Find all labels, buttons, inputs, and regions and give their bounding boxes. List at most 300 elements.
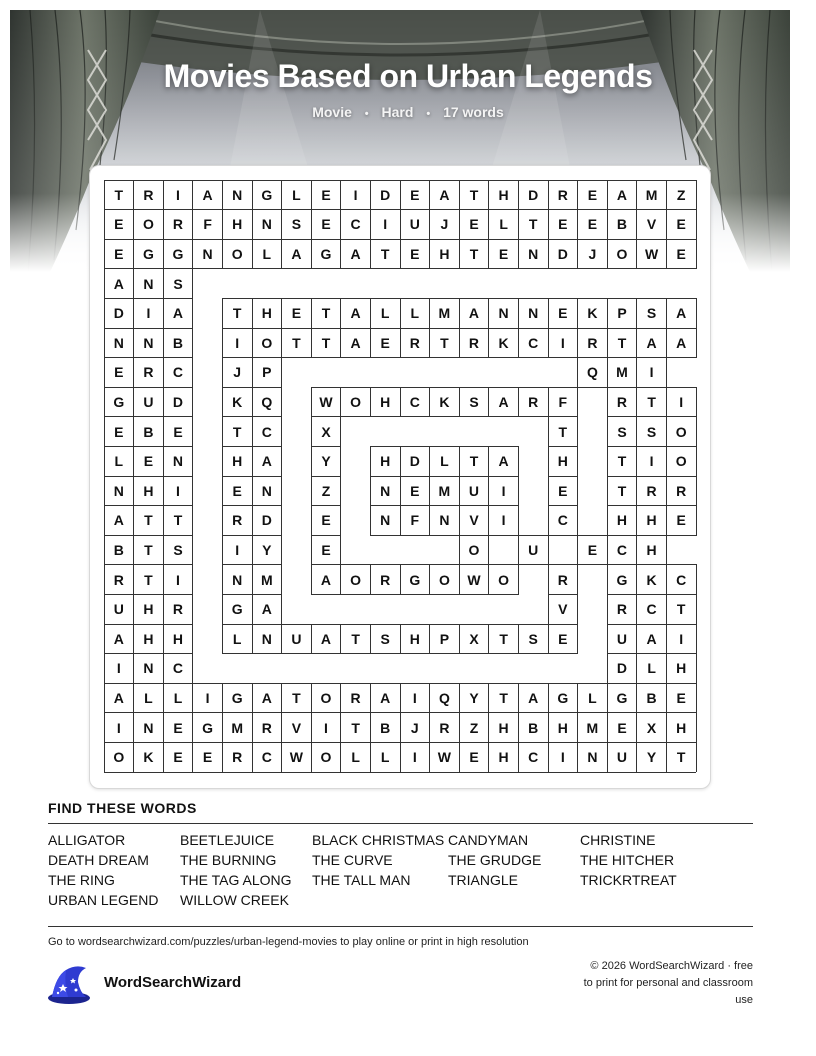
- grid-cell: T: [617, 482, 627, 499]
- grid-line: [577, 298, 578, 329]
- grid-line: [133, 742, 134, 773]
- grid-line: [340, 594, 371, 595]
- grid-line: [163, 712, 164, 743]
- grid-line: [607, 476, 608, 507]
- grid-line: [192, 535, 193, 566]
- grid-line: [518, 653, 549, 654]
- grid-line: [163, 416, 194, 417]
- grid-line: [429, 357, 460, 358]
- grid-line: [636, 742, 637, 773]
- grid-cell: J: [440, 216, 449, 233]
- grid-cell: Q: [261, 393, 273, 410]
- grid-line: [548, 209, 549, 240]
- grid-line: [340, 712, 341, 743]
- grid-line: [607, 357, 638, 358]
- grid-cell: H: [557, 719, 568, 736]
- grid-line: [459, 180, 460, 211]
- grid-line: [577, 594, 578, 625]
- grid-line: [607, 594, 638, 595]
- grid-line: [666, 564, 697, 565]
- grid-line: [133, 624, 164, 625]
- grid-cell: C: [528, 334, 539, 351]
- grid-line: [252, 772, 283, 773]
- grid-line: [104, 298, 135, 299]
- grid-line: [163, 209, 194, 210]
- grid-line: [548, 624, 549, 655]
- grid-cell: E: [676, 245, 686, 262]
- grid-line: [607, 180, 638, 181]
- footer-link[interactable]: Go to wordsearchwizard.com/puzzles/urban-legend-movies to play online or print in high resolution: [48, 936, 529, 948]
- grid-line: [163, 535, 164, 566]
- grid-line: [400, 594, 431, 595]
- grid-line: [488, 239, 489, 270]
- grid-line: [518, 298, 549, 299]
- grid-line: [163, 742, 164, 773]
- grid-line: [488, 328, 519, 329]
- grid-line: [370, 239, 371, 270]
- grid-line: [133, 594, 164, 595]
- grid-line: [311, 653, 342, 654]
- grid-line: [548, 416, 579, 417]
- grid-line: [636, 505, 637, 536]
- grid-line: [340, 683, 371, 684]
- grid-line: [281, 742, 312, 743]
- grid-cell: N: [261, 482, 272, 499]
- grid-cell: E: [469, 749, 479, 766]
- grid-line: [192, 268, 223, 269]
- grid-cell: E: [321, 541, 331, 558]
- grid-line: [636, 268, 667, 269]
- grid-line: [370, 683, 401, 684]
- grid-line: [133, 416, 134, 447]
- separator-dot: •: [364, 108, 369, 120]
- grid-line: [577, 357, 608, 358]
- grid-line: [429, 712, 460, 713]
- grid-cell: G: [202, 719, 214, 736]
- grid-line: [192, 416, 193, 447]
- grid-line: [370, 594, 401, 595]
- grid-line: [518, 742, 549, 743]
- grid-line: [488, 387, 519, 388]
- grid-cell: P: [617, 305, 627, 322]
- grid-cell: R: [528, 393, 539, 410]
- grid-cell: E: [617, 719, 627, 736]
- grid-line: [459, 446, 490, 447]
- grid-line: [577, 239, 578, 270]
- grid-line: [252, 594, 253, 625]
- grid-line: [636, 564, 637, 595]
- grid-cell: A: [350, 245, 361, 262]
- grid-cell: E: [173, 423, 183, 440]
- grid-line: [666, 683, 697, 684]
- grid-cell: W: [319, 393, 333, 410]
- grid-line: [252, 624, 283, 625]
- grid-line: [636, 683, 667, 684]
- grid-cell: M: [616, 364, 628, 381]
- grid-line: [429, 209, 460, 210]
- grid-cell: G: [142, 245, 154, 262]
- grid-line: [252, 535, 283, 536]
- grid-cell: H: [557, 453, 568, 470]
- grid-line: [400, 564, 401, 595]
- grid-line: [311, 209, 312, 240]
- grid-cell: I: [146, 305, 151, 322]
- grid-cell: H: [232, 216, 243, 233]
- grid-line: [459, 328, 490, 329]
- grid-cell: C: [646, 601, 657, 618]
- grid-cell: O: [616, 245, 628, 262]
- grid-cell: G: [113, 393, 125, 410]
- grid-line: [459, 742, 460, 773]
- grid-line: [252, 624, 253, 655]
- grid-cell: E: [321, 512, 331, 529]
- grid-line: [104, 683, 135, 684]
- grid-line: [577, 298, 608, 299]
- grid-line: [252, 357, 253, 388]
- grid-line: [429, 742, 460, 743]
- grid-cell: S: [469, 393, 479, 410]
- grid-cell: I: [679, 630, 684, 647]
- grid-line: [370, 446, 401, 447]
- grid-line: [459, 239, 490, 240]
- grid-cell: R: [616, 601, 628, 618]
- grid-line: [311, 564, 312, 595]
- grid-line: [133, 387, 134, 418]
- grid-cell: E: [558, 305, 568, 322]
- grid-line: [163, 505, 194, 506]
- grid-cell: P: [262, 364, 272, 381]
- grid-line: [548, 505, 549, 536]
- grid-line: [340, 564, 371, 565]
- grid-cell: R: [616, 393, 628, 410]
- grid-line: [252, 180, 283, 181]
- grid-line: [607, 209, 638, 210]
- grid-line: [281, 653, 312, 654]
- grid-line: [607, 535, 638, 536]
- grid-line: [577, 564, 578, 595]
- grid-line: [400, 683, 401, 714]
- grid-line: [548, 328, 549, 359]
- grid-line: [281, 209, 312, 210]
- grid-cell: I: [176, 482, 180, 499]
- grid-line: [429, 180, 460, 181]
- grid-line: [459, 683, 460, 714]
- puzzle-title: Movies Based on Urban Legends: [163, 58, 653, 94]
- grid-line: [636, 653, 667, 654]
- grid-line: [636, 387, 667, 388]
- grid-line: [133, 712, 164, 713]
- grid-line: [222, 624, 223, 655]
- grid-line: [577, 742, 608, 743]
- grid-line: [488, 535, 489, 566]
- grid-line: [252, 476, 253, 507]
- grid-cell: L: [351, 749, 360, 766]
- grid-line: [518, 535, 519, 566]
- grid-line: [429, 209, 430, 240]
- grid-cell: H: [439, 245, 450, 262]
- grid-line: [400, 476, 431, 477]
- find-words-heading: FIND THESE WORDS: [48, 800, 197, 816]
- grid-line: [340, 416, 341, 447]
- grid-cell: H: [232, 453, 243, 470]
- grid-cell: N: [380, 512, 391, 529]
- grid-line: [488, 505, 519, 506]
- grid-line: [488, 683, 519, 684]
- grid-cell: T: [676, 601, 686, 618]
- grid-line: [222, 772, 253, 773]
- grid-line: [133, 328, 164, 329]
- grid-line: [163, 712, 194, 713]
- word-item: WILLOW CREEK: [180, 892, 289, 908]
- grid-line: [636, 239, 667, 240]
- grid-cell: H: [616, 512, 628, 529]
- grid-line: [370, 564, 371, 595]
- grid-line: [104, 594, 105, 625]
- grid-cell: T: [144, 571, 153, 588]
- grid-line: [133, 268, 134, 299]
- grid-cell: G: [320, 245, 332, 262]
- grid-line: [104, 712, 105, 743]
- grid-line: [222, 357, 253, 358]
- grid-line: [607, 653, 638, 654]
- grid-cell: I: [679, 393, 684, 410]
- grid-line: [518, 476, 519, 507]
- grid-line: [696, 594, 697, 625]
- grid-line: [459, 446, 460, 477]
- grid-line: [607, 446, 608, 477]
- grid-line: [666, 683, 667, 714]
- grid-line: [400, 209, 431, 210]
- grid-line: [607, 239, 608, 270]
- grid-line: [311, 535, 342, 536]
- grid-line: [252, 239, 253, 270]
- grid-cell: O: [438, 571, 450, 588]
- grid-line: [429, 505, 430, 536]
- grid-line: [163, 476, 164, 507]
- grid-line: [577, 328, 578, 359]
- grid-line: [311, 268, 342, 269]
- grid-line: [222, 712, 223, 743]
- grid-line: [666, 328, 697, 329]
- grid-cell: S: [646, 305, 657, 322]
- grid-line: [222, 742, 223, 773]
- grid-line: [252, 357, 283, 358]
- grid-line: [252, 209, 253, 240]
- grid-line: [636, 742, 667, 743]
- grid-line: [222, 564, 223, 595]
- grid-line: [400, 180, 431, 181]
- grid-cell: N: [439, 512, 450, 529]
- grid-cell: K: [439, 393, 450, 410]
- grid-cell: X: [321, 423, 331, 440]
- grid-line: [696, 653, 697, 684]
- grid-line: [104, 357, 105, 388]
- grid-line: [133, 476, 164, 477]
- grid-line: [133, 535, 134, 566]
- grid-line: [666, 180, 667, 211]
- grid-line: [577, 564, 608, 565]
- grid-cell: D: [557, 245, 568, 262]
- grid-line: [400, 298, 431, 299]
- grid-cell: A: [468, 305, 480, 322]
- grid-line: [518, 624, 549, 625]
- grid-line: [370, 742, 401, 743]
- grid-line: [488, 209, 519, 210]
- grid-cell: H: [380, 393, 391, 410]
- grid-line: [281, 268, 312, 269]
- grid-line: [281, 712, 312, 713]
- grid-cell: G: [616, 689, 628, 706]
- grid-cell: C: [409, 393, 420, 410]
- grid-line: [311, 446, 312, 477]
- grid-line: [311, 298, 342, 299]
- grid-line: [311, 564, 342, 565]
- grid-cell: J: [410, 719, 419, 736]
- grid-cell: L: [262, 245, 272, 262]
- grid-cell: E: [676, 216, 686, 233]
- grid-line: [400, 387, 401, 418]
- grid-line: [548, 742, 549, 773]
- grid-line: [577, 268, 608, 269]
- grid-line: [577, 535, 608, 536]
- grid-line: [133, 505, 164, 506]
- grid-line: [133, 653, 164, 654]
- grid-line: [340, 209, 371, 210]
- grid-line: [340, 742, 341, 773]
- grid-line: [636, 416, 667, 417]
- grid-line: [607, 683, 638, 684]
- grid-line: [370, 505, 401, 506]
- grid-line: [252, 298, 253, 329]
- grid-line: [192, 209, 223, 210]
- grid-line: [518, 712, 519, 743]
- grid-cell: L: [380, 749, 390, 766]
- grid-line: [163, 476, 194, 477]
- grid-line: [192, 594, 193, 625]
- grid-line: [133, 446, 164, 447]
- grid-cell: N: [143, 719, 154, 736]
- grid-cell: L: [144, 689, 153, 706]
- grid-cell: E: [587, 186, 598, 203]
- grid-line: [488, 564, 519, 565]
- grid-line: [163, 328, 164, 359]
- grid-line: [696, 180, 697, 211]
- grid-cell: A: [261, 453, 272, 470]
- grid-line: [311, 505, 312, 536]
- grid-cell: T: [351, 630, 360, 647]
- grid-line: [548, 298, 579, 299]
- grid-cell: I: [501, 482, 506, 499]
- grid-line: [400, 505, 401, 536]
- grid-line: [548, 712, 579, 713]
- grid-line: [636, 683, 637, 714]
- grid-line: [370, 476, 371, 507]
- grid-line: [518, 446, 519, 477]
- grid-line: [163, 624, 194, 625]
- grid-line: [281, 298, 312, 299]
- grid-line: [459, 357, 490, 358]
- grid-cell: C: [557, 512, 568, 529]
- grid-cell: N: [143, 334, 154, 351]
- grid-cell: N: [172, 453, 184, 470]
- grid-cell: C: [172, 660, 184, 677]
- grid-line: [488, 742, 519, 743]
- grid-cell: T: [617, 453, 627, 470]
- grid-line: [666, 416, 667, 447]
- grid-cell: E: [587, 541, 598, 558]
- grid-line: [133, 564, 134, 595]
- grid-line: [311, 180, 342, 181]
- grid-line: [370, 387, 401, 388]
- grid-line: [666, 357, 697, 358]
- grid-cell: A: [350, 305, 361, 322]
- grid-line: [400, 742, 401, 773]
- grid-cell: E: [410, 482, 420, 499]
- grid-line: [518, 624, 519, 655]
- grid-line: [222, 505, 253, 506]
- grid-line: [192, 268, 193, 299]
- grid-line: [104, 268, 105, 299]
- grid-cell: R: [172, 216, 184, 233]
- grid-line: [370, 298, 371, 329]
- grid-line: [577, 535, 578, 566]
- grid-line: [577, 712, 608, 713]
- grid-cell: X: [469, 630, 479, 647]
- grid-line: [488, 180, 489, 211]
- grid-line: [222, 712, 253, 713]
- grid-line: [340, 180, 371, 181]
- grid-cell: R: [113, 571, 124, 588]
- grid-cell: I: [235, 541, 240, 558]
- grid-line: [518, 772, 549, 773]
- grid-line: [666, 742, 697, 743]
- grid-line: [222, 446, 223, 477]
- grid-line: [311, 416, 342, 417]
- grid-line: [104, 268, 135, 269]
- grid-cell: D: [409, 453, 420, 470]
- grid-line: [163, 209, 164, 240]
- grid-cell: T: [647, 393, 656, 410]
- grid-line: [370, 772, 401, 773]
- grid-line: [459, 209, 460, 240]
- grid-line: [696, 209, 697, 240]
- grid-line: [163, 594, 194, 595]
- grid-cell: I: [235, 334, 240, 351]
- grid-line: [192, 298, 193, 329]
- grid-line: [281, 772, 312, 773]
- grid-cell: M: [438, 305, 451, 322]
- grid-cell: T: [173, 512, 183, 529]
- grid-line: [696, 505, 697, 536]
- grid-line: [607, 180, 608, 211]
- grid-line: [133, 298, 164, 299]
- grid-line: [429, 387, 460, 388]
- grid-line: [666, 624, 697, 625]
- grid-cell: S: [646, 423, 657, 440]
- grid-line: [429, 328, 460, 329]
- grid-line: [666, 505, 667, 536]
- word-item: THE CURVE: [312, 852, 393, 868]
- grid-line: [429, 772, 460, 773]
- grid-line: [577, 239, 608, 240]
- grid-line: [311, 624, 312, 655]
- grid-line: [607, 564, 638, 565]
- grid-line: [666, 476, 697, 477]
- grid-cell: I: [176, 571, 180, 588]
- grid-line: [459, 742, 490, 743]
- grid-line: [222, 683, 223, 714]
- grid-line: [222, 594, 223, 625]
